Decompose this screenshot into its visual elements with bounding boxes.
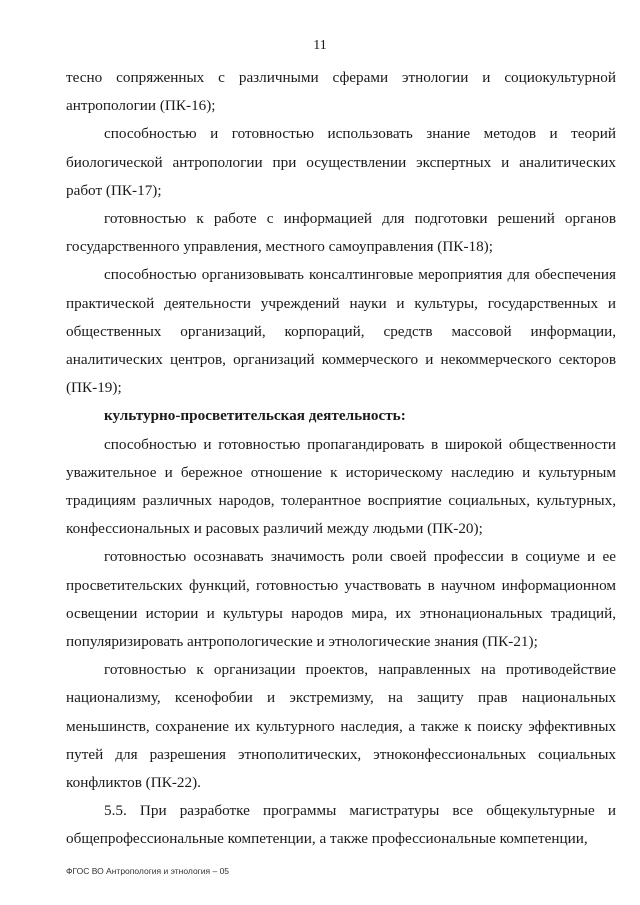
- section-heading-cultural-educational: культурно-просветительская деятельность:: [104, 407, 406, 425]
- page-footer: ФГОС ВО Антропология и этнология – 05: [66, 866, 230, 876]
- paragraph-pk16-continuation: тесно сопряженных с различными сферами этнологии и социокультурной антропологии (ПК-16);: [66, 69, 616, 115]
- document-body: [66, 64, 616, 854]
- paragraph-5-5: 5.5. При разработке программы магистратуры все общекультурные и общепрофессиональные компетенции, а также профессиональные компетенции,: [66, 802, 616, 848]
- paragraph-pk18: готовностью к работе с информацией для подготовки решений органов государственного управления, местного самоуправления (ПК-18);: [66, 210, 616, 256]
- paragraph-pk21: готовностью осознавать значимость роли своей профессии в социуме и ее просветительских функций, готовностью участвовать в научном информационном освещении истории и культуры народов мира, их этнонациональных традиций, популяризировать антропологические и этнологические знания (ПК-21);: [66, 548, 616, 651]
- paragraph-pk20: способностью и готовностью пропагандировать в широкой общественности уважительное и бережное отношение к историческому наследию и культурным традициям различных народов, толерантное восприятие социальных, культурных, конфессиональных и расовых различий между людьми (ПК-20);: [66, 435, 616, 538]
- page-number: 11: [313, 38, 327, 53]
- paragraph-pk17: способностью и готовностью использовать знание методов и теорий биологической антропологии при осуществлении экспертных и аналитических работ (ПК-17);: [66, 125, 616, 199]
- paragraph-pk19: способностью организовывать консалтинговые мероприятия для обеспечения практической деятельности учреждений науки и культуры, государственных и общественных организаций, корпораций, средств массовой информации, аналитических центров, организаций коммерческого и некоммерческого секторов (ПК-19);: [66, 266, 616, 397]
- paragraph-pk22: готовностью к организации проектов, направленных на противодействие национализму, ксенофобии и экстремизму, на защиту прав национальных меньшинств, сохранение их культурного наследия, а также к поиску эффективных путей для разрешения этнополитических, этноконфессиональных социальных конфликтов (ПК-22).: [66, 661, 616, 792]
